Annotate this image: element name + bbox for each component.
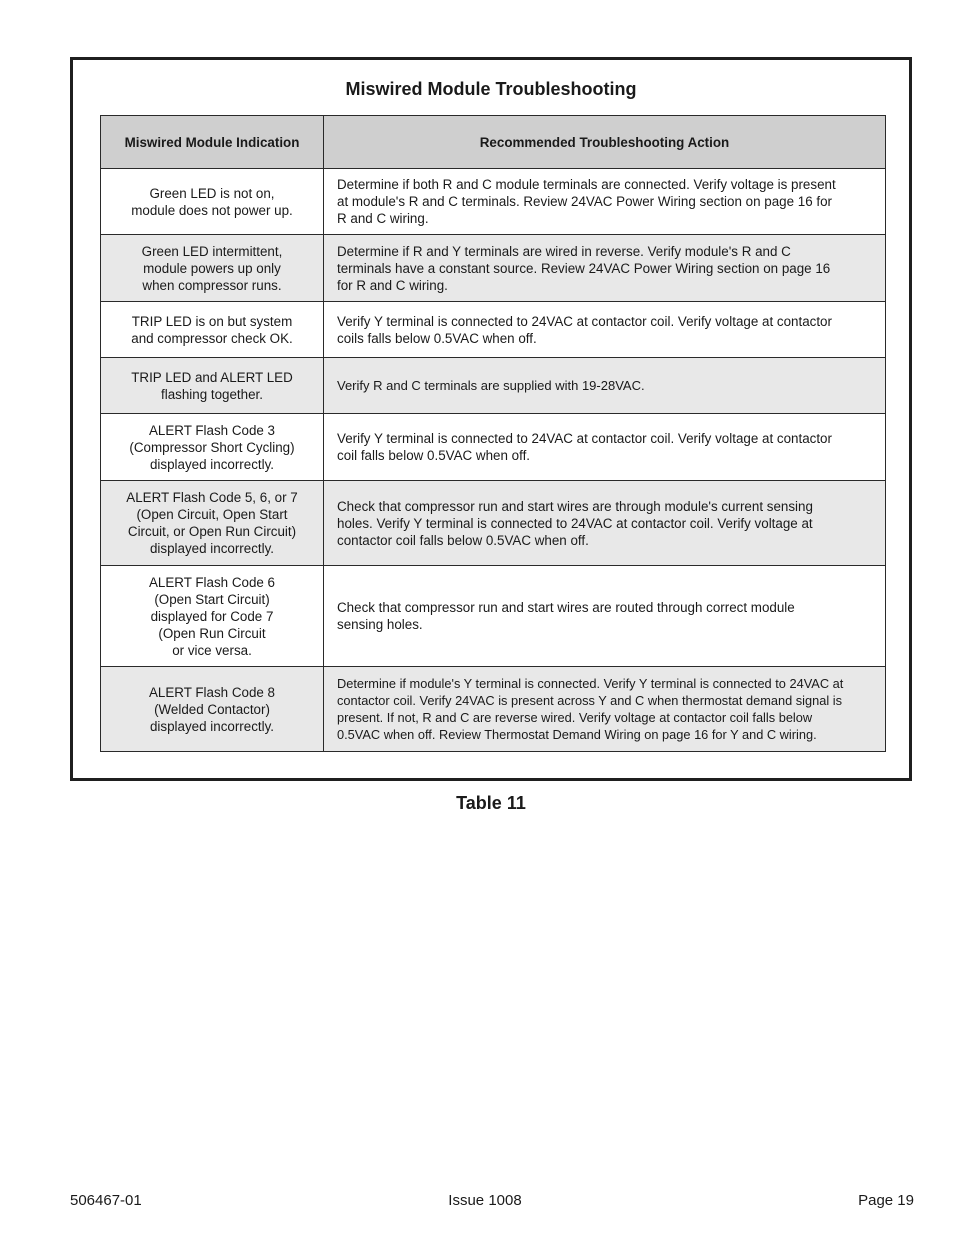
action-line: Verify Y terminal is connected to 24VAC at contactor coil. Verify voltage at contactor bbox=[337, 431, 832, 446]
table-row bbox=[101, 481, 886, 566]
table-title: Miswired Module Troubleshooting bbox=[345, 79, 637, 99]
indication-cell bbox=[101, 566, 324, 667]
table-caption: Table 11 bbox=[456, 793, 526, 813]
indication-cell bbox=[101, 667, 324, 752]
indication-line: ALERT Flash Code 8 bbox=[148, 684, 276, 700]
action-cell bbox=[324, 667, 886, 752]
indication-line: Green LED is not on, bbox=[149, 185, 275, 201]
indication-cell bbox=[101, 169, 324, 235]
action-line: for R and C wiring. bbox=[337, 277, 448, 293]
indication-line: and compressor check OK. bbox=[131, 330, 293, 346]
table-body bbox=[101, 169, 886, 752]
indication-line: (Welded Contactor) bbox=[154, 701, 270, 717]
indication-line: or vice versa. bbox=[172, 642, 252, 658]
action-line: Check that compressor run and start wires are through module's current sensing bbox=[337, 498, 813, 514]
indication-line: displayed for Code 7 bbox=[150, 608, 274, 624]
action-line: R and C wiring. bbox=[337, 211, 429, 226]
action-line: at module's R and C terminals. Review 24VAC Power Wiring section on page 16 for bbox=[337, 194, 833, 209]
indication-line: (Open Run Circuit bbox=[158, 625, 266, 641]
table-row bbox=[101, 414, 886, 481]
table-row bbox=[101, 667, 886, 752]
footer-issue: Issue 1008 bbox=[448, 1192, 522, 1209]
indication-line: ALERT Flash Code 6 bbox=[148, 574, 276, 590]
indication-cell bbox=[101, 358, 324, 414]
action-line: holes. Verify Y terminal is connected to 24VAC at contactor coil. Verify voltage at bbox=[337, 515, 813, 531]
indication-line: displayed incorrectly. bbox=[149, 718, 275, 734]
indication-line: displayed incorrectly. bbox=[149, 456, 275, 472]
action-line: 0.5VAC when off. Review Thermostat Demand Wiring on page 16 for Y and C wiring. bbox=[337, 727, 817, 742]
indication-line: module does not power up. bbox=[131, 202, 293, 218]
indication-cell bbox=[101, 414, 324, 481]
action-line: contactor coil falls below 0.5VAC when off. bbox=[337, 532, 589, 548]
indication-line: displayed incorrectly. bbox=[149, 541, 275, 556]
indication-line: flashing together. bbox=[161, 386, 263, 402]
action-cell bbox=[324, 481, 886, 566]
action-line: Determine if both R and C module terminals are connected. Verify voltage is present bbox=[337, 177, 836, 192]
action-cell bbox=[324, 358, 886, 414]
troubleshooting-table bbox=[100, 115, 886, 752]
table-header-row bbox=[101, 116, 886, 169]
action-line: coils falls below 0.5VAC when off. bbox=[337, 330, 537, 346]
indication-cell bbox=[101, 302, 324, 358]
action-line: Verify R and C terminals are supplied with 19-28VAC. bbox=[337, 378, 645, 393]
table-row bbox=[101, 358, 886, 414]
table-row bbox=[101, 235, 886, 302]
action-line: sensing holes. bbox=[337, 617, 423, 632]
indication-line: TRIP LED is on but system bbox=[131, 313, 293, 329]
action-line: terminals have a constant source. Review 24VAC Power Wiring section on page 16 bbox=[337, 260, 831, 276]
table-frame bbox=[70, 57, 912, 781]
indication-cell bbox=[101, 235, 324, 302]
indication-line: Green LED intermittent, bbox=[141, 243, 283, 259]
indication-line: when compressor runs. bbox=[142, 277, 282, 293]
action-cell bbox=[324, 566, 886, 667]
action-line: Determine if module's Y terminal is connected. Verify Y terminal is connected to 24VAC at bbox=[337, 676, 844, 691]
action-line: Determine if R and Y terminals are wired in reverse. Verify module's R and C bbox=[337, 243, 791, 259]
action-cell bbox=[324, 235, 886, 302]
table-row bbox=[101, 302, 886, 358]
indication-line: ALERT Flash Code 3 bbox=[148, 422, 276, 438]
action-line: Check that compressor run and start wires are routed through correct module bbox=[337, 600, 795, 615]
indication-line: ALERT Flash Code 5, 6, or 7 bbox=[126, 490, 298, 505]
indication-line: (Open Circuit, Open Start bbox=[136, 507, 288, 522]
indication-line: (Compressor Short Cycling) bbox=[129, 439, 295, 455]
indication-line: Circuit, or Open Run Circuit) bbox=[127, 524, 297, 539]
indication-cell bbox=[101, 481, 324, 566]
table-row bbox=[101, 169, 886, 235]
table-row bbox=[101, 566, 886, 667]
action-line: contactor coil. Verify 24VAC is present across Y and C when thermostat demand signal is bbox=[337, 693, 843, 708]
header-action: Recommended Troubleshooting Action bbox=[324, 116, 886, 169]
indication-line: TRIP LED and ALERT LED bbox=[131, 369, 293, 385]
action-cell bbox=[324, 169, 886, 235]
action-line: Verify Y terminal is connected to 24VAC at contactor coil. Verify voltage at contactor bbox=[337, 313, 832, 329]
action-line: present. If not, R and C are reverse wired. Verify voltage at contactor coil falls below bbox=[337, 710, 813, 725]
action-cell bbox=[324, 414, 886, 481]
footer-doc-number: 506467-01 bbox=[70, 1192, 142, 1209]
footer-page: Page 19 bbox=[858, 1192, 914, 1209]
indication-line: (Open Start Circuit) bbox=[154, 591, 270, 607]
header-indication: Miswired Module Indication bbox=[101, 116, 324, 169]
action-cell bbox=[324, 302, 886, 358]
action-line: coil falls below 0.5VAC when off. bbox=[337, 448, 531, 463]
indication-line: module powers up only bbox=[143, 260, 281, 276]
